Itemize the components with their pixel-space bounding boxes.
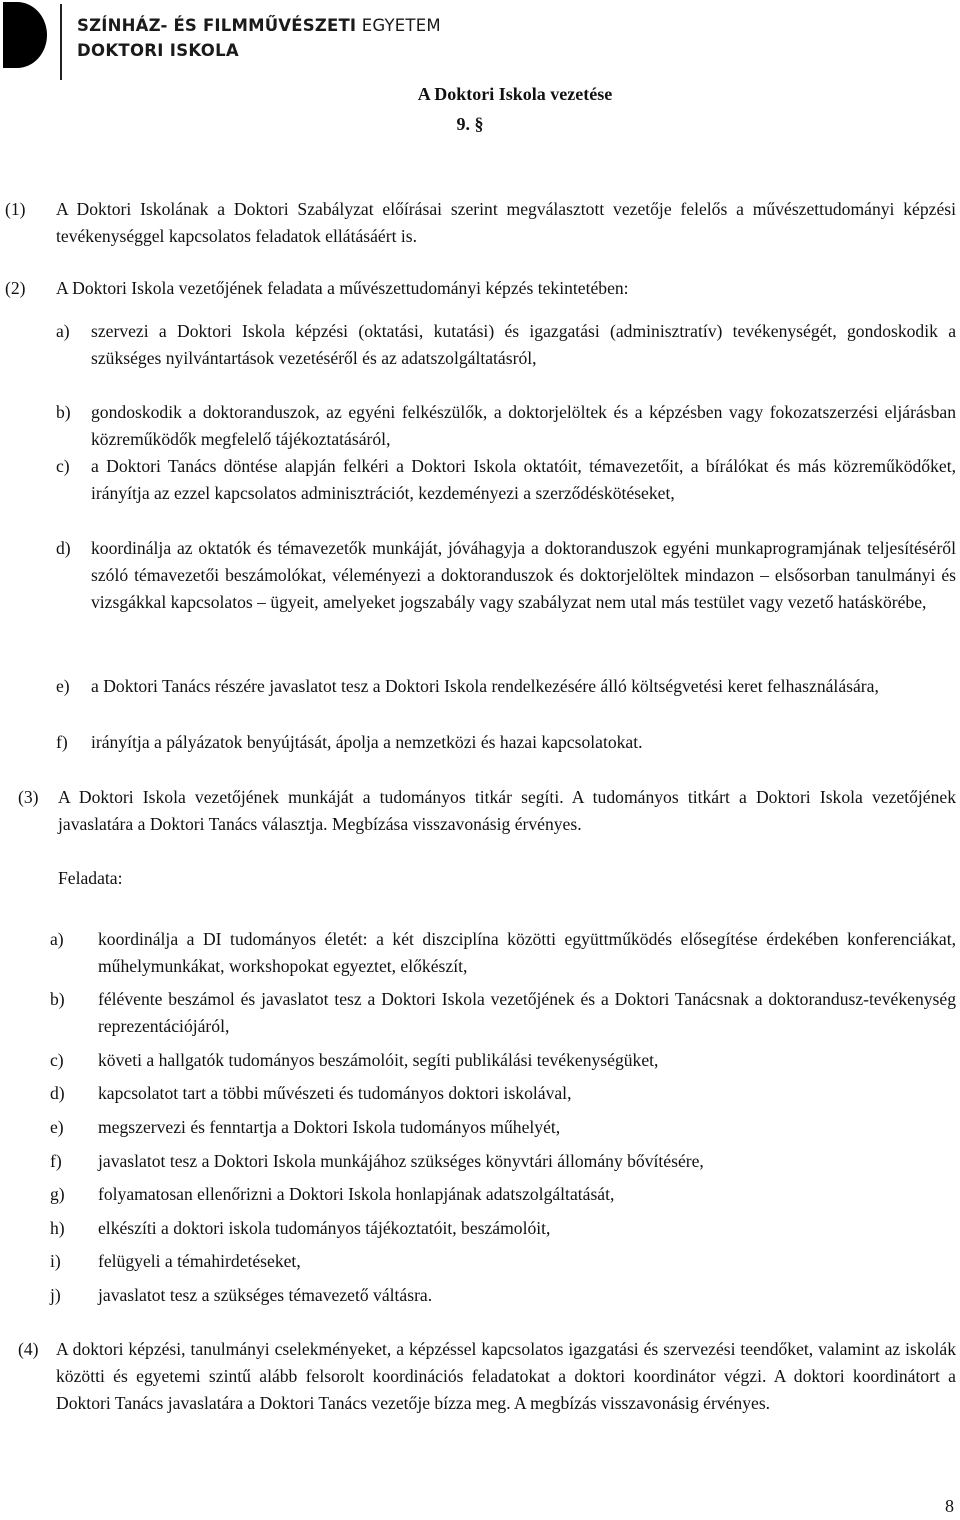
paragraph-2-number: (2) xyxy=(5,278,26,298)
paragraph-1-text: A Doktori Iskolának a Doktori Szabályzat előírásai szerint megválasztott vezetője felelős a művészettudományi képzési tevékenységgel kapcsolatos feladatok ellátásáért is. xyxy=(56,199,956,246)
list-item-text: folyamatosan ellenőrizni a Doktori Iskola honlapjának adatszolgáltatását, xyxy=(98,1184,615,1204)
logo-university-name-light: EGYETEM xyxy=(361,16,441,35)
list-item-text: irányítja a pályázatok benyújtását, ápolja a nemzetközi és hazai kapcsolatokat. xyxy=(91,732,643,752)
logo-divider xyxy=(60,4,62,80)
logo-university-name-bold: SZÍNHÁZ- ÉS FILMMŰVÉSZETI xyxy=(77,16,357,35)
list-item-label: f) xyxy=(50,1151,62,1171)
paragraph-3-number: (3) xyxy=(18,787,39,807)
list-item-text: a Doktori Tanács részére javaslatot tesz a Doktori Iskola rendelkezésére álló költségvetési keret felhasználására, xyxy=(91,676,879,696)
list-item-label: g) xyxy=(50,1184,65,1204)
list-item-label: d) xyxy=(50,1083,65,1103)
paragraph-2-intro: A Doktori Iskola vezetőjének feladata a művészettudományi képzés tekintetében: xyxy=(56,278,629,298)
list-item-label: f) xyxy=(56,732,68,752)
logo-school-name: DOKTORI ISKOLA xyxy=(77,41,239,60)
list-item-text: szervezi a Doktori Iskola képzési (oktatási, kutatási) és igazgatási (adminisztratív) tevékenységét, gondoskodik a szükséges nyilvántartások vezetéséről és az adatszolgáltatásról, xyxy=(91,321,956,368)
section-number: 9. § xyxy=(456,114,484,134)
list-item-label: c) xyxy=(50,1050,64,1070)
paragraph-1-number: (1) xyxy=(5,199,26,219)
list-item-text: koordinálja az oktatók és témavezetők munkáját, jóváhagyja a doktoranduszok egyéni munkaprogramjának teljesítéséről szóló témavezetői beszámolókat, véleményezi a doktoranduszok és doktorjelöltek mindazon – elsősorban tanulmányi és vizsgákkal kapcsolatos – ügyeit, amelyeket jogszabály vagy szabályzat nem utal más testület vagy vezető hatáskörébe, xyxy=(91,538,956,612)
list-item-label: e) xyxy=(56,676,70,696)
list-item-text: elkészíti a doktori iskola tudományos tájékoztatóit, beszámolóit, xyxy=(98,1218,551,1238)
list-item-label: c) xyxy=(56,456,70,476)
list-item-text: követi a hallgatók tudományos beszámolóit, segíti publikálási tevékenységüket, xyxy=(98,1050,659,1070)
list-item-text: a Doktori Tanács döntése alapján felkéri a Doktori Iskola oktatóit, témavezetőit, a bírálókat és más közreműködőket, irányítja az ezzel kapcsolatos adminisztrációt, kezdeményezi a szerződéskötéseket, xyxy=(91,456,956,503)
list-item-text: gondoskodik a doktoranduszok, az egyéni felkészülők, a doktorjelöltek és a képzésben vagy fokozatszerzési eljárásban közreműködők megfelelő tájékoztatásáról, xyxy=(91,402,956,449)
paragraph-4-number: (4) xyxy=(18,1339,39,1359)
list-item-label: a) xyxy=(56,321,70,341)
page-title: A Doktori Iskola vezetése xyxy=(417,84,613,104)
paragraph-4-text: A doktori képzési, tanulmányi cselekményeket, a képzéssel kapcsolatos igazgatási és szervezési teendőket, valamint az iskolák közötti és egyetemi szintű alább felsorolt koordinációs feladatokat a doktori koordinátor végzi. A doktori koordinátort a Doktori Tanács javaslatára a Doktori Tanács vezetője bízza meg. A megbízás visszavonásig érvényes. xyxy=(56,1339,956,1413)
list-item-text: félévente beszámol és javaslatot tesz a Doktori Iskola vezetőjének és a Doktori Tanácsnak a doktorandusz-tevékenység reprezentációjáról, xyxy=(98,989,956,1036)
list-item-label: a) xyxy=(50,929,64,949)
page-number: 8 xyxy=(945,1496,954,1516)
list-item-text: megszervezi és fenntartja a Doktori Iskola tudományos műhelyét, xyxy=(98,1117,561,1137)
D-logo-icon xyxy=(3,2,47,68)
list-item-label: e) xyxy=(50,1117,64,1137)
list-item-label: b) xyxy=(56,402,71,422)
list-item-text: koordinálja a DI tudományos életét: a két diszciplína közötti együttműködés elősegítése érdekében konferenciákat, műhelymunkákat, workshopokat egyeztet, előkészít, xyxy=(98,929,956,976)
list-item-label: i) xyxy=(50,1251,61,1271)
list-item-text: felügyeli a témahirdetéseket, xyxy=(98,1251,301,1271)
list-item-label: d) xyxy=(56,538,71,558)
list-item-text: javaslatot tesz a Doktori Iskola munkájához szükséges könyvtári állomány bővítésére, xyxy=(98,1151,704,1171)
list-item-label: j) xyxy=(50,1285,61,1305)
list-item-text: javaslatot tesz a szükséges témavezető váltásra. xyxy=(98,1285,433,1305)
logo-university-name xyxy=(77,13,441,38)
list-item-label: h) xyxy=(50,1218,65,1238)
paragraph-3-text: A Doktori Iskola vezetőjének munkáját a tudományos titkár segíti. A tudományos titkárt a Doktori Iskola vezetőjének javaslatára a Doktori Tanács választja. Megbízása visszavonásig érvényes. xyxy=(58,787,956,834)
list-item-text: kapcsolatot tart a többi művészeti és tudományos doktori iskolával, xyxy=(98,1083,572,1103)
logo-wordmark xyxy=(77,13,441,63)
list-item-label: b) xyxy=(50,989,65,1009)
paragraph-3-sublabel: Feladata: xyxy=(58,868,123,888)
